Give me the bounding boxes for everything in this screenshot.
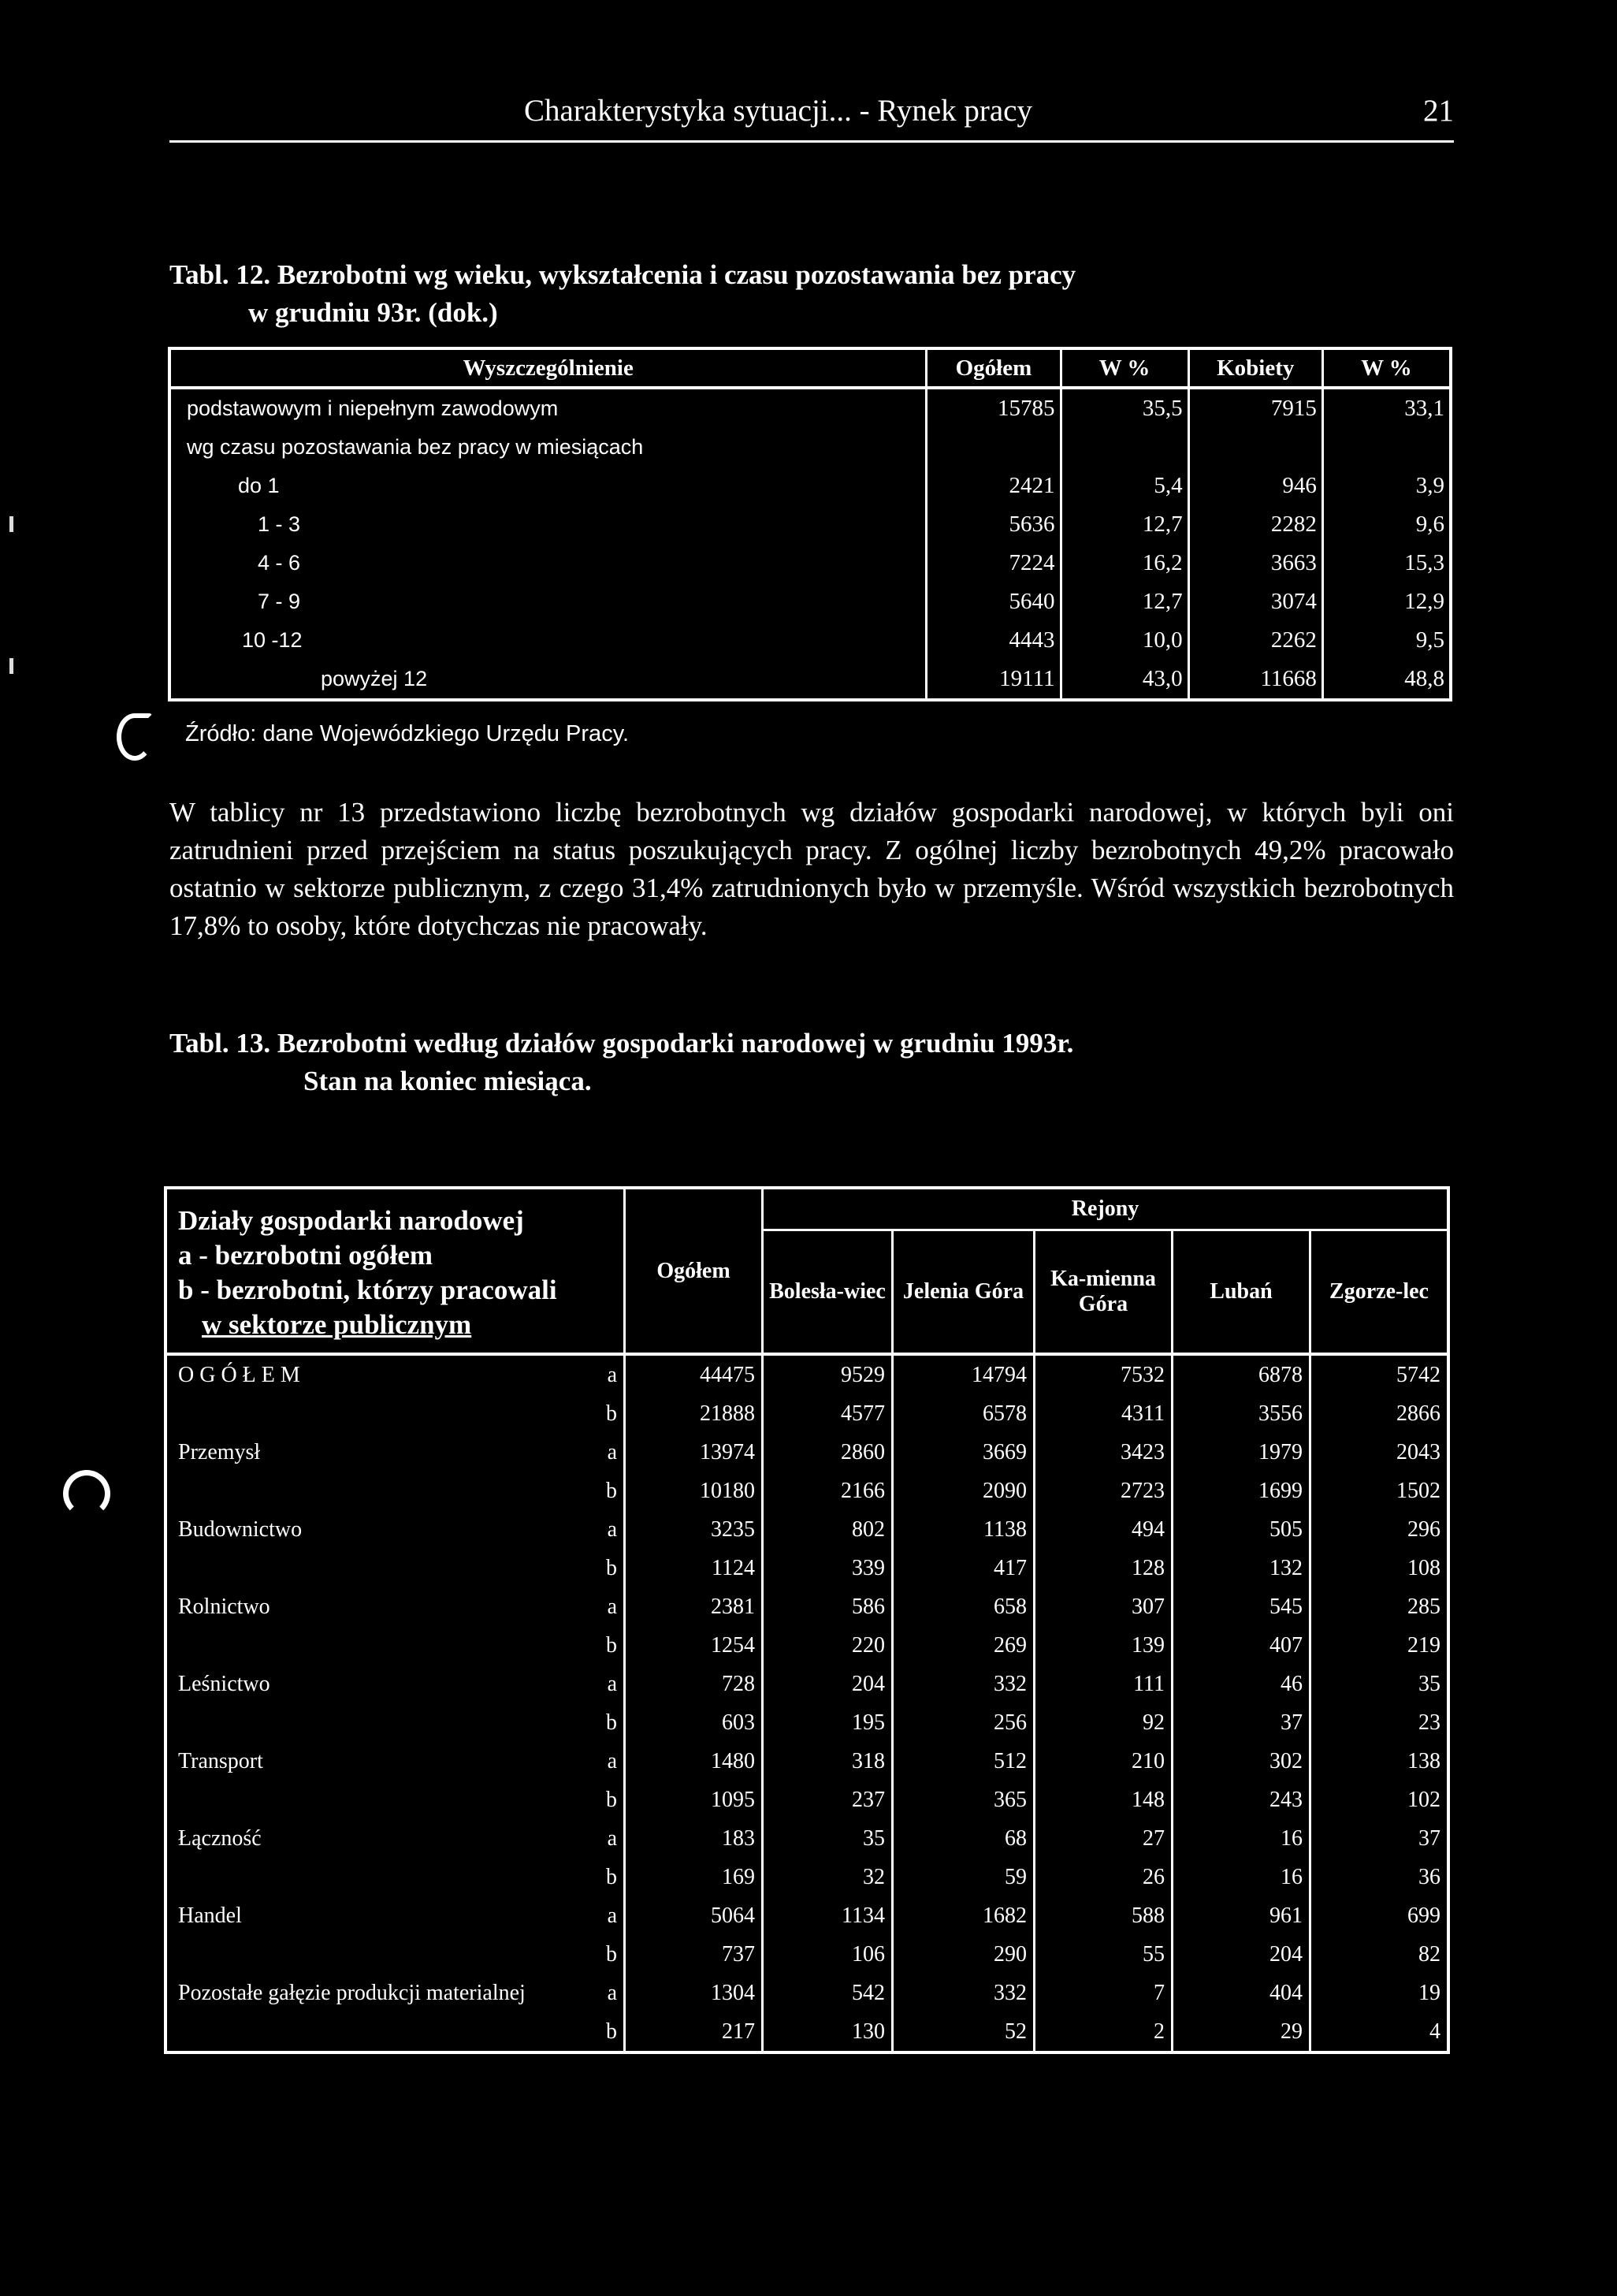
t13-cell: 195 <box>763 1703 893 1742</box>
table-row <box>165 1626 1448 1665</box>
t13-cell: 1254 <box>625 1626 763 1665</box>
t13-row-label <box>165 1935 587 1974</box>
t12-head-total: Ogółem <box>927 348 1061 388</box>
t13-row-label: Budownictwo <box>178 1516 303 1542</box>
t13-cell: 417 <box>893 1549 1035 1587</box>
table12-caption-line2: w grudniu 93r. (dok.) <box>248 297 498 328</box>
t12-row-label: 4 - 6 <box>258 551 301 575</box>
table-row <box>165 1742 1448 1781</box>
t12-cell: 2262 <box>1188 621 1322 660</box>
t12-cell <box>1322 428 1451 467</box>
t12-cell: 5636 <box>927 505 1061 544</box>
t13-cell: 7532 <box>1035 1354 1173 1394</box>
table13-caption-line2: Stan na koniec miesiąca. <box>303 1066 592 1096</box>
table-row <box>165 1549 1448 1587</box>
t12-cell: 3074 <box>1188 582 1322 621</box>
t13-cell: 23 <box>1310 1703 1449 1742</box>
t13-cell: 545 <box>1173 1587 1310 1626</box>
t13-row-label <box>165 1472 587 1510</box>
t13-row-label: Leśnictwo <box>178 1671 270 1696</box>
t12-cell: 4443 <box>927 621 1061 660</box>
t12-cell: 946 <box>1188 467 1322 505</box>
t13-cell: 204 <box>763 1665 893 1703</box>
t12-row-label: wg czasu pozostawania bez pracy w miesiącach <box>187 435 644 459</box>
t13-cell: 130 <box>763 2012 893 2052</box>
page-number: 21 <box>1423 94 1454 128</box>
t13-row-ab: b <box>606 1401 617 1426</box>
t13-row-ab: a <box>607 1594 617 1619</box>
t13-cell: 2090 <box>893 1472 1035 1510</box>
t13-cell: 3423 <box>1035 1433 1173 1472</box>
t13-row-ab: a <box>607 1748 617 1773</box>
t13-head-region-4: Lubań <box>1173 1230 1310 1355</box>
t12-cell: 16,2 <box>1061 544 1188 582</box>
t13-cell: 5742 <box>1310 1354 1449 1394</box>
t12-cell: 9,5 <box>1322 621 1451 660</box>
t13-row-label <box>165 2012 587 2052</box>
table-row <box>169 428 1451 467</box>
t12-cell: 2282 <box>1188 505 1322 544</box>
t13-cell: 269 <box>893 1626 1035 1665</box>
t12-cell <box>1061 428 1188 467</box>
t13-row-label <box>165 1703 587 1742</box>
t12-cell: 7224 <box>927 544 1061 582</box>
t13-head-main-line2: a - bezrobotni ogółem <box>178 1239 433 1271</box>
t13-cell: 1480 <box>625 1742 763 1781</box>
t13-cell: 220 <box>763 1626 893 1665</box>
t13-cell: 404 <box>1173 1974 1310 2012</box>
t13-cell: 658 <box>893 1587 1035 1626</box>
t12-cell: 2421 <box>927 467 1061 505</box>
page-header <box>169 93 1454 143</box>
t13-row-ab: a <box>607 1903 617 1928</box>
t13-head-region-2: Jelenia Góra <box>893 1230 1035 1355</box>
t13-cell: 204 <box>1173 1935 1310 1974</box>
t13-cell: 1095 <box>625 1781 763 1819</box>
t13-cell: 285 <box>1310 1587 1449 1626</box>
t13-row-label: Rolnictwo <box>178 1594 270 1619</box>
t13-row-label <box>165 1781 587 1819</box>
t12-cell <box>1188 428 1322 467</box>
t12-cell: 43,0 <box>1061 660 1188 700</box>
t13-cell: 68 <box>893 1819 1035 1858</box>
table-row <box>169 660 1451 700</box>
t13-cell: 332 <box>893 1974 1035 2012</box>
t12-row-label: 10 -12 <box>242 628 303 652</box>
t13-cell: 4311 <box>1035 1394 1173 1433</box>
t13-row-ab: a <box>607 1439 617 1464</box>
t13-cell: 2381 <box>625 1587 763 1626</box>
body-paragraph: W tablicy nr 13 przedstawiono liczbę bezrobotnych wg działów gospodarki narodowej, w których byli oni zatrudnieni przed przejściem na status poszukujących pracy. Z ogólnej liczby bezrobotnych 49,2% pracowało ostatnio w sektorze publicznym, z czego 31,4% zatrudnionych było w przemyśle. Wśród wszystkich bezrobotnych 17,8% to osoby, które dotychczas nie pracowały. <box>169 797 1454 941</box>
table-row <box>165 1703 1448 1742</box>
t13-cell: 494 <box>1035 1510 1173 1549</box>
table-row <box>165 1665 1448 1703</box>
table-row <box>169 621 1451 660</box>
t12-cell: 5640 <box>927 582 1061 621</box>
t13-cell: 37 <box>1173 1703 1310 1742</box>
t13-cell: 318 <box>763 1742 893 1781</box>
t13-head-total: Ogółem <box>625 1188 763 1354</box>
t13-cell: 1138 <box>893 1510 1035 1549</box>
t13-cell: 111 <box>1035 1665 1173 1703</box>
t13-cell: 365 <box>893 1781 1035 1819</box>
t13-cell: 108 <box>1310 1549 1449 1587</box>
t13-head-regions: Rejony <box>763 1188 1449 1230</box>
t13-cell: 588 <box>1035 1896 1173 1935</box>
t12-head-desc: Wyszczególnienie <box>169 348 927 388</box>
t13-cell: 1979 <box>1173 1433 1310 1472</box>
t13-cell: 44475 <box>625 1354 763 1394</box>
t13-cell: 1304 <box>625 1974 763 2012</box>
t13-row-ab: a <box>587 1354 625 1394</box>
t12-cell: 19111 <box>927 660 1061 700</box>
t12-row-label: do 1 <box>238 474 280 497</box>
t13-cell: 92 <box>1035 1703 1173 1742</box>
t13-cell: 1124 <box>625 1549 763 1587</box>
t13-row-ab: b <box>606 1941 617 1967</box>
t12-cell: 3,9 <box>1322 467 1451 505</box>
running-title: Charakterystyka sytuacji... - Rynek pracy <box>524 94 1032 128</box>
t12-head-pct: W % <box>1061 348 1188 388</box>
table-row <box>165 1587 1448 1626</box>
t12-cell: 12,7 <box>1061 505 1188 544</box>
t13-cell: 14794 <box>893 1354 1035 1394</box>
t13-cell: 2723 <box>1035 1472 1173 1510</box>
t13-cell: 148 <box>1035 1781 1173 1819</box>
table12-caption-line1: Tabl. 12. Bezrobotni wg wieku, wykształcenia i czasu pozostawania bez pracy <box>169 259 1076 290</box>
t12-cell: 12,7 <box>1061 582 1188 621</box>
t13-cell: 307 <box>1035 1587 1173 1626</box>
t12-cell: 3663 <box>1188 544 1322 582</box>
t12-cell: 9,6 <box>1322 505 1451 544</box>
t13-row-label: Pozostałe gałęzie produkcji materialnej <box>178 1980 526 2005</box>
t13-cell: 737 <box>625 1935 763 1974</box>
t13-cell: 4577 <box>763 1394 893 1433</box>
t13-cell: 1682 <box>893 1896 1035 1935</box>
table-12 <box>168 347 1452 701</box>
t12-row-label: 1 - 3 <box>258 512 301 536</box>
t13-row-label: Transport <box>178 1748 263 1773</box>
t13-cell: 603 <box>625 1703 763 1742</box>
t13-head-region-1: Bolesła-wiec <box>763 1230 893 1355</box>
t13-cell: 219 <box>1310 1626 1449 1665</box>
t13-cell: 2866 <box>1310 1394 1449 1433</box>
t13-cell: 5064 <box>625 1896 763 1935</box>
table-row <box>165 2012 1448 2052</box>
t12-cell: 33,1 <box>1322 388 1451 428</box>
t13-cell: 1699 <box>1173 1472 1310 1510</box>
scan-mark <box>9 516 13 532</box>
t13-cell: 169 <box>625 1858 763 1896</box>
t13-cell: 728 <box>625 1665 763 1703</box>
t13-cell: 32 <box>763 1858 893 1896</box>
t13-cell: 296 <box>1310 1510 1449 1549</box>
table-row <box>169 505 1451 544</box>
t13-head-region-5: Zgorze-lec <box>1310 1230 1449 1355</box>
t13-cell: 35 <box>763 1819 893 1858</box>
t13-row-label: Łączność <box>178 1825 262 1851</box>
table13-caption <box>169 1025 1073 1100</box>
t13-head-main <box>165 1188 625 1354</box>
t13-cell: 512 <box>893 1742 1035 1781</box>
t13-cell: 59 <box>893 1858 1035 1896</box>
t13-cell: 407 <box>1173 1626 1310 1665</box>
t12-cell: 48,8 <box>1322 660 1451 700</box>
t13-cell: 35 <box>1310 1665 1449 1703</box>
t13-row-label: Przemysł <box>178 1439 261 1464</box>
source-note: Źródło: dane Wojewódzkiego Urzędu Pracy. <box>185 721 630 746</box>
t13-cell: 19 <box>1310 1974 1449 2012</box>
t13-cell: 1502 <box>1310 1472 1449 1510</box>
t13-cell: 29 <box>1173 2012 1310 2052</box>
t13-head-main-line1: Działy gospodarki narodowej <box>178 1204 524 1236</box>
t13-cell: 132 <box>1173 1549 1310 1587</box>
t13-cell: 3235 <box>625 1510 763 1549</box>
table-row <box>165 1819 1448 1858</box>
t13-cell: 302 <box>1173 1742 1310 1781</box>
t12-cell: 12,9 <box>1322 582 1451 621</box>
t13-cell: 37 <box>1310 1819 1449 1858</box>
t13-cell: 2166 <box>763 1472 893 1510</box>
binding-hole-mark <box>117 713 153 761</box>
t13-cell: 106 <box>763 1935 893 1974</box>
t13-cell: 6878 <box>1173 1354 1310 1394</box>
t13-cell: 3556 <box>1173 1394 1310 1433</box>
t13-cell: 16 <box>1173 1819 1310 1858</box>
t13-cell: 4 <box>1310 2012 1449 2052</box>
t13-row-ab: b <box>606 1710 617 1735</box>
t13-cell: 586 <box>763 1587 893 1626</box>
t13-row-ab: b <box>606 1864 617 1889</box>
t13-cell: 961 <box>1173 1896 1310 1935</box>
t13-cell: 9529 <box>763 1354 893 1394</box>
table-row <box>169 467 1451 505</box>
t13-cell: 802 <box>763 1510 893 1549</box>
table-row <box>165 1354 1448 1394</box>
table-row <box>165 1472 1448 1510</box>
t13-row-ab: a <box>607 1516 617 1542</box>
t13-cell: 13974 <box>625 1433 763 1472</box>
table-row <box>165 1858 1448 1896</box>
t13-cell: 82 <box>1310 1935 1449 1974</box>
binding-hole-mark <box>63 1470 110 1517</box>
t13-row-ab: b <box>606 1787 617 1812</box>
t12-cell: 10,0 <box>1061 621 1188 660</box>
t13-head-main-line4: w sektorze publicznym <box>202 1308 472 1340</box>
t12-cell: 5,4 <box>1061 467 1188 505</box>
t13-cell: 55 <box>1035 1935 1173 1974</box>
t13-row-label <box>165 1626 587 1665</box>
t13-cell: 10180 <box>625 1472 763 1510</box>
t13-row-ab: b <box>606 2019 617 2044</box>
t13-cell: 505 <box>1173 1510 1310 1549</box>
t12-cell: 35,5 <box>1061 388 1188 428</box>
table-row <box>169 582 1451 621</box>
t12-cell <box>927 428 1061 467</box>
table-row <box>169 544 1451 582</box>
table12-caption <box>169 256 1076 332</box>
table-row <box>165 1394 1448 1433</box>
scan-mark <box>9 658 13 674</box>
t13-cell: 1134 <box>763 1896 893 1935</box>
t13-head-main-line3: b - bezrobotni, którzy pracowali <box>178 1274 557 1305</box>
t13-cell: 36 <box>1310 1858 1449 1896</box>
t13-cell: 210 <box>1035 1742 1173 1781</box>
t13-cell: 332 <box>893 1665 1035 1703</box>
t12-cell: 15785 <box>927 388 1061 428</box>
t13-row-ab: a <box>607 1825 617 1851</box>
t13-cell: 290 <box>893 1935 1035 1974</box>
t13-row-ab: b <box>606 1478 617 1503</box>
t13-cell: 217 <box>625 2012 763 2052</box>
t12-cell: 15,3 <box>1322 544 1451 582</box>
t13-cell: 6578 <box>893 1394 1035 1433</box>
t13-cell: 2043 <box>1310 1433 1449 1472</box>
t13-cell: 138 <box>1310 1742 1449 1781</box>
t13-row-label: O G Ó Ł E M <box>165 1354 587 1394</box>
table-row <box>165 1510 1448 1549</box>
t13-row-ab: a <box>607 1980 617 2005</box>
t13-cell: 139 <box>1035 1626 1173 1665</box>
t13-cell: 2 <box>1035 2012 1173 2052</box>
t13-row-ab: b <box>606 1555 617 1580</box>
t13-cell: 52 <box>893 2012 1035 2052</box>
t13-row-label <box>165 1394 587 1433</box>
t13-cell: 237 <box>763 1781 893 1819</box>
table-row <box>165 1433 1448 1472</box>
t13-cell: 699 <box>1310 1896 1449 1935</box>
t12-row-label: 7 - 9 <box>258 590 301 613</box>
t13-cell: 243 <box>1173 1781 1310 1819</box>
t13-cell: 542 <box>763 1974 893 2012</box>
t12-row-label: powyżej 12 <box>321 667 428 690</box>
t13-cell: 2860 <box>763 1433 893 1472</box>
t13-cell: 102 <box>1310 1781 1449 1819</box>
t12-head-women-pct: W % <box>1322 348 1451 388</box>
t13-cell: 128 <box>1035 1549 1173 1587</box>
t13-cell: 16 <box>1173 1858 1310 1896</box>
t12-head-women: Kobiety <box>1188 348 1322 388</box>
t13-row-ab: b <box>606 1632 617 1658</box>
t13-head-region-3: Ka-mienna Góra <box>1035 1230 1173 1355</box>
table-row <box>165 1935 1448 1974</box>
t13-cell: 27 <box>1035 1819 1173 1858</box>
t13-row-label: Handel <box>178 1903 242 1928</box>
t13-cell: 7 <box>1035 1974 1173 2012</box>
t12-row-label: podstawowym i niepełnym zawodowym <box>187 396 559 420</box>
t13-cell: 256 <box>893 1703 1035 1742</box>
t12-cell: 11668 <box>1188 660 1322 700</box>
table-row <box>169 388 1451 428</box>
t13-cell: 21888 <box>625 1394 763 1433</box>
table-row <box>165 1896 1448 1935</box>
table-row <box>165 1781 1448 1819</box>
t13-row-ab: a <box>607 1671 617 1696</box>
table-13 <box>164 1186 1450 2054</box>
t13-cell: 46 <box>1173 1665 1310 1703</box>
table13-caption-line1: Tabl. 13. Bezrobotni według działów gospodarki narodowej w grudniu 1993r. <box>169 1028 1074 1059</box>
t13-cell: 3669 <box>893 1433 1035 1472</box>
t13-cell: 339 <box>763 1549 893 1587</box>
t13-cell: 26 <box>1035 1858 1173 1896</box>
t13-row-label <box>165 1858 587 1896</box>
t13-cell: 183 <box>625 1819 763 1858</box>
t13-row-label <box>165 1549 587 1587</box>
t12-cell: 7915 <box>1188 388 1322 428</box>
table-row <box>165 1974 1448 2012</box>
